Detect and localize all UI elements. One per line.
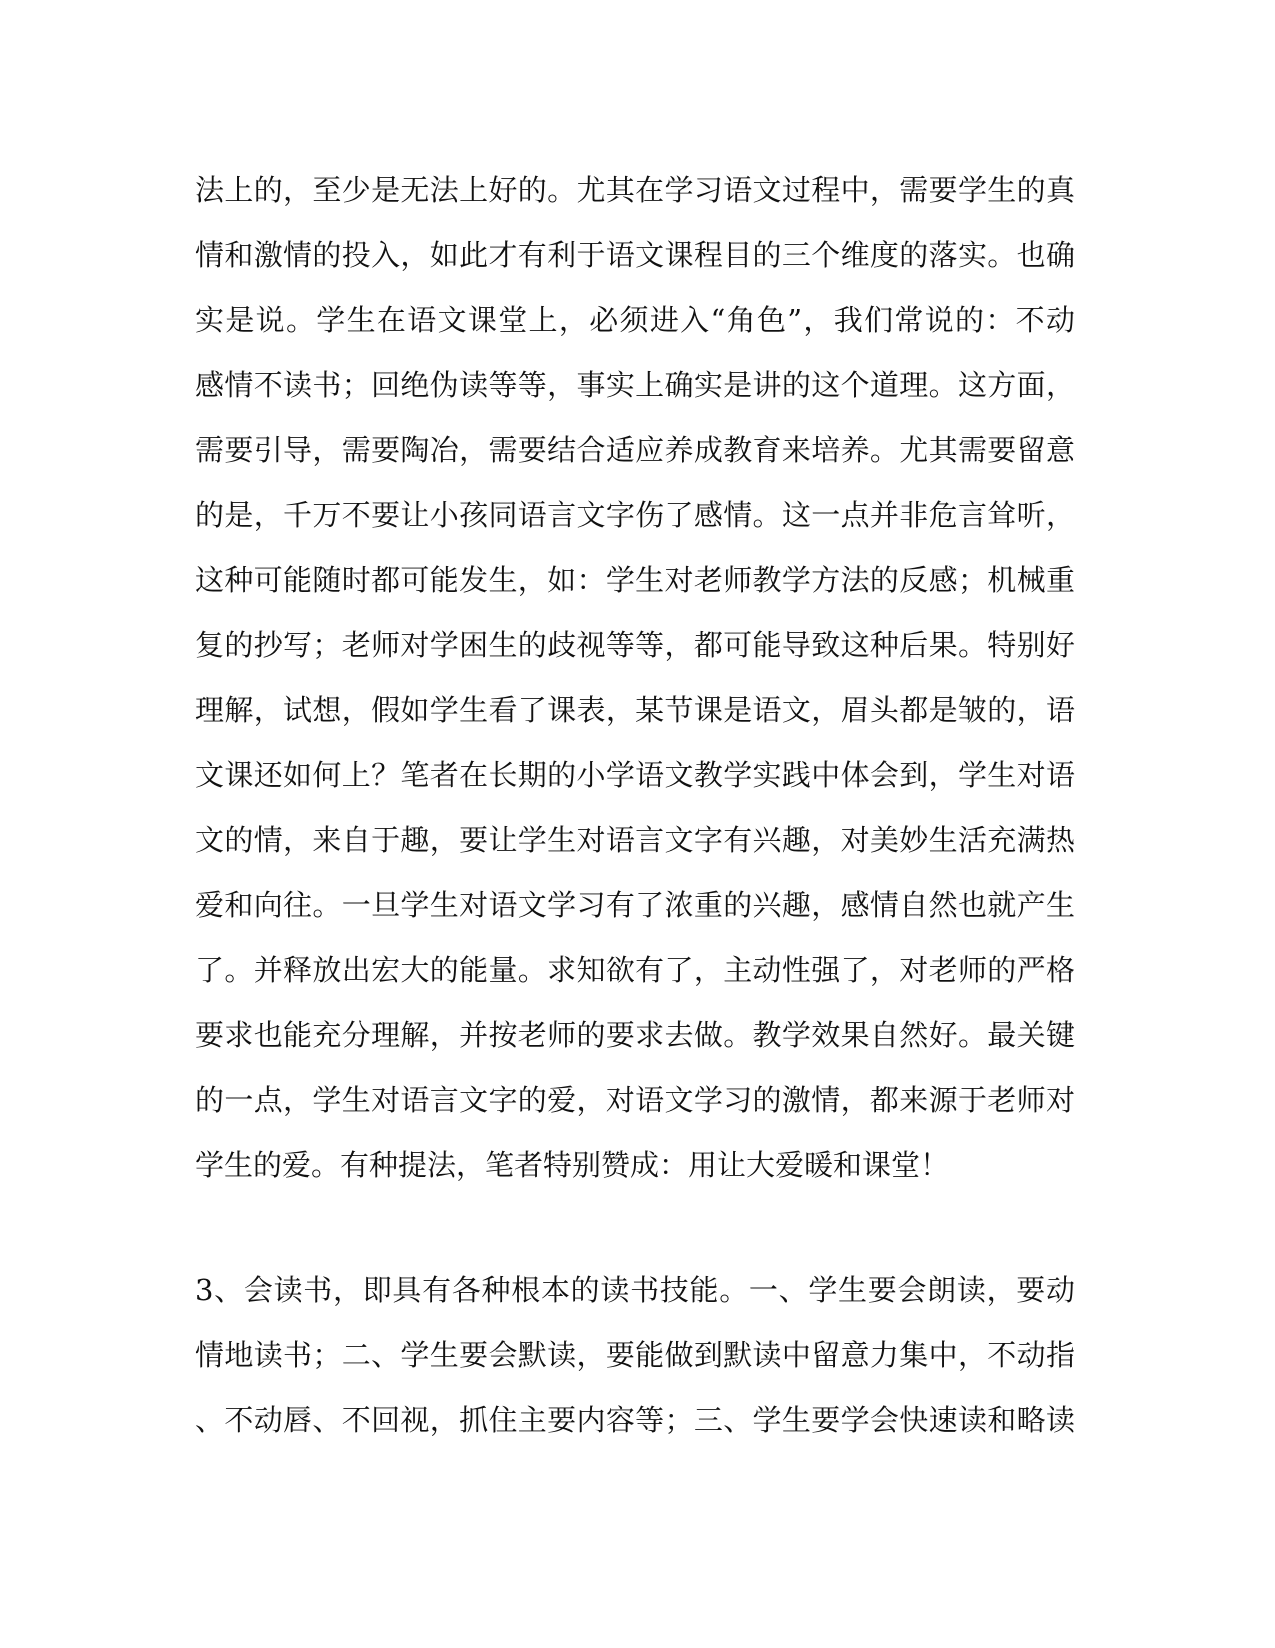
- text-line: 爱和向往。一旦学生对语文学习有了浓重的兴趣，感情自然也就产生: [195, 888, 1075, 922]
- text-line: 情地读书；二、学生要会默读，要能做到默读中留意力集中，不动指: [195, 1338, 1075, 1372]
- text-line: 的一点，学生对语言文字的爱，对语文学习的激情，都来源于老师对: [195, 1083, 1075, 1117]
- text-line: 文课还如何上？笔者在长期的小学语文教学实践中体会到，学生对语: [195, 758, 1075, 792]
- text-line: 要求也能充分理解，并按老师的要求去做。教学效果自然好。最关键: [195, 1018, 1075, 1052]
- paragraph-2: [195, 1258, 1075, 1453]
- text-line: 复的抄写；老师对学困生的歧视等等，都可能导致这种后果。特别好: [195, 628, 1075, 662]
- text-line: 这种可能随时都可能发生，如：学生对老师教学方法的反感；机械重: [195, 563, 1075, 597]
- text-line: 文的情，来自于趣，要让学生对语言文字有兴趣，对美妙生活充满热: [195, 823, 1075, 857]
- text-line: 感情不读书；回绝伪读等等，事实上确实是讲的这个道理。这方面，: [195, 368, 1075, 402]
- text-line: 3、会读书，即具有各种根本的读书技能。一、学生要会朗读，要动: [195, 1273, 1075, 1307]
- text-line: 法上的，至少是无法上好的。尤其在学习语文过程中，需要学生的真: [195, 173, 1075, 207]
- text-line: 理解，试想，假如学生看了课表，某节课是语文，眉头都是皱的，语: [195, 693, 1075, 727]
- text-line: 需要引导，需要陶冶，需要结合适应养成教育来培养。尤其需要留意: [195, 433, 1075, 467]
- text-line-last: 学生的爱。有种提法，笔者特别赞成：用让大爱暖和课堂！: [195, 1148, 950, 1182]
- text-line: 的是，千万不要让小孩同语言文字伤了感情。这一点并非危言耸听，: [195, 498, 1075, 532]
- text-line: 了。并释放出宏大的能量。求知欲有了，主动性强了，对老师的严格: [195, 953, 1075, 987]
- text-line: 、不动唇、不回视，抓住主要内容等；三、学生要学会快速读和略读: [195, 1403, 1075, 1437]
- text-line: 实是说。学生在语文课堂上，必须进入“角色”，我们常说的：不动: [195, 303, 1075, 337]
- paragraph-1: [195, 158, 1075, 1198]
- text-line: 情和激情的投入，如此才有利于语文课程目的三个维度的落实。也确: [195, 238, 1075, 272]
